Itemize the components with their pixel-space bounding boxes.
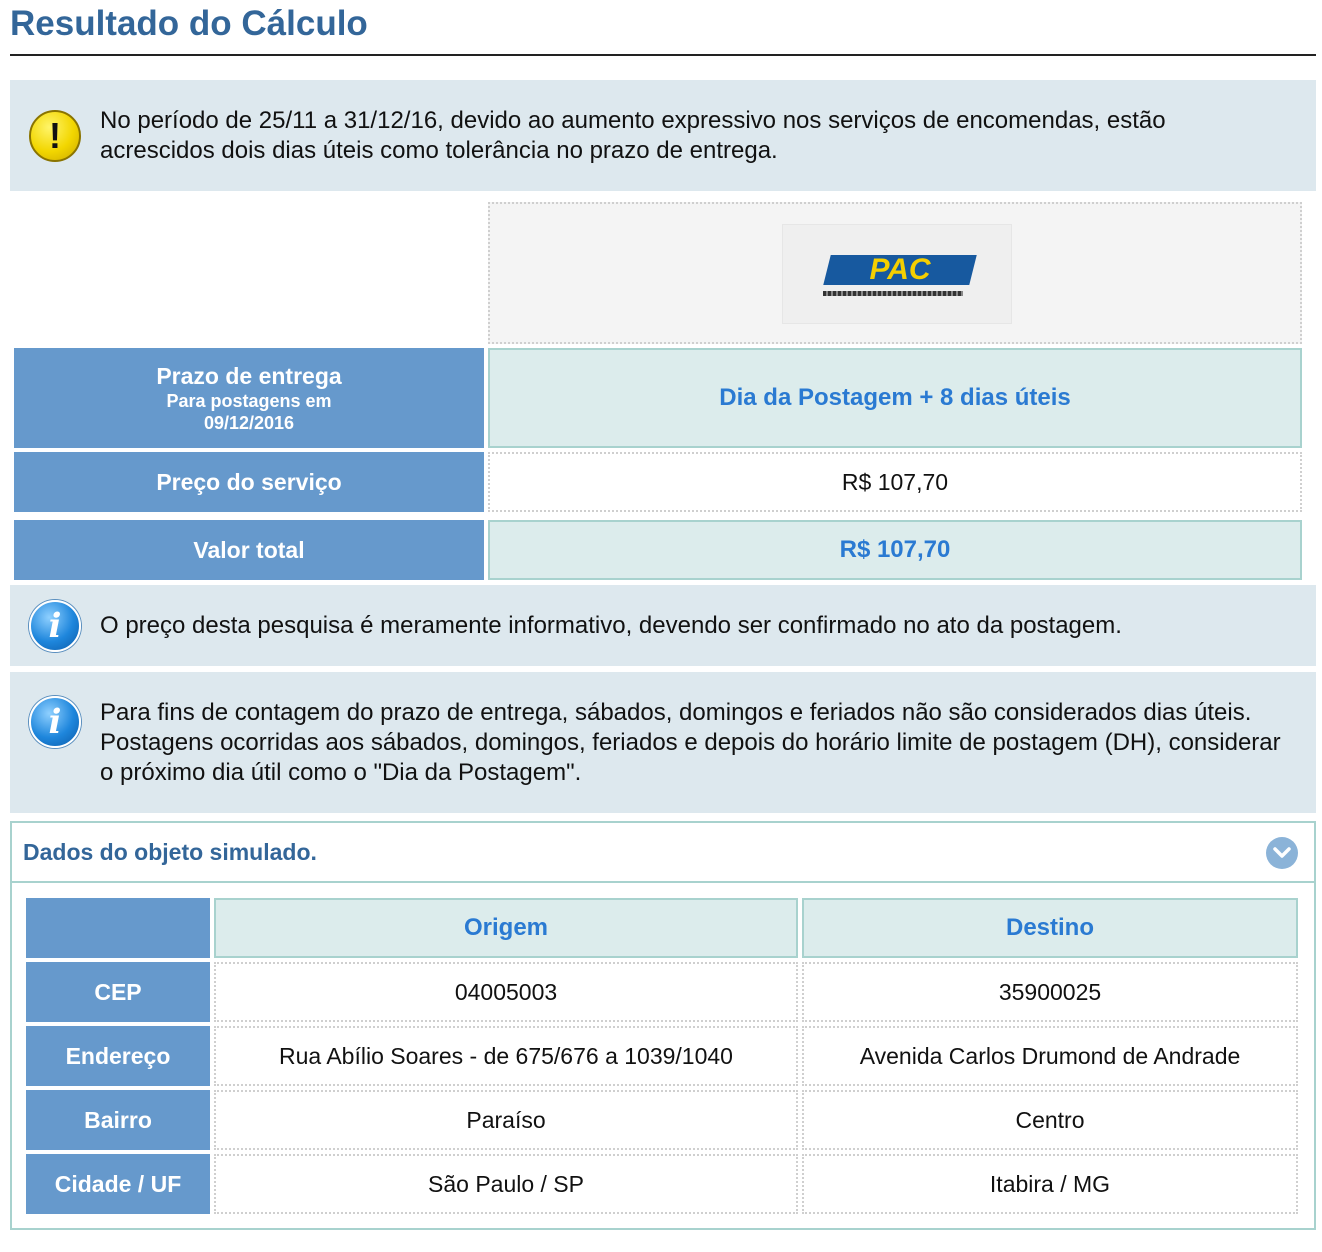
price-label: Preço do serviço [156,468,342,495]
warning-icon: ! [29,110,81,162]
pac-logo-subtext [823,291,963,296]
warning-notice [10,80,1316,191]
destination-cep: 35900025 [802,962,1298,1022]
row-label-address: Endereço [26,1026,210,1086]
row-label-district: Bairro [26,1090,210,1150]
destination-district: Centro [802,1090,1298,1150]
row-label-cep: CEP [26,962,210,1022]
pac-logo-text: PAC [869,253,931,286]
info-icon: i [29,696,81,748]
deadline-label-cell [14,348,484,448]
deadline-sublabel-1: Para postagens em [166,391,332,411]
price-label-cell [14,452,484,512]
total-label: Valor total [193,536,305,563]
simulated-object-header[interactable] [12,823,1314,883]
total-value: R$ 107,70 [488,520,1302,580]
deadline-sublabel-2: 09/12/2016 [203,413,295,433]
pac-logo [782,224,1012,324]
price-value: R$ 107,70 [488,452,1302,512]
row-label-city: Cidade / UF [26,1154,210,1214]
price-info-notice [10,585,1316,666]
info-icon: i [29,600,81,652]
destination-city: Itabira / MG [802,1154,1298,1214]
destination-address: Avenida Carlos Drumond de Andrade [802,1026,1298,1086]
service-logo-box [488,202,1302,344]
total-label-cell [14,520,484,580]
deadline-info-text: Para fins de contagem do prazo de entrega, sábados, domingos e feriados não são considerados dias úteis. Postagens ocorridas aos sábados, domingos, feriados e depois do horário limite de postagem (DH), considerar o próximo dia útil como o "Dia da Postagem". [100,699,1281,786]
price-info-text: O preço desta pesquisa é meramente informativo, devendo ser confirmado no ato da postagem. [100,611,1122,639]
origin-address: Rua Abílio Soares - de 675/676 a 1039/1040 [214,1026,798,1086]
chevron-down-icon[interactable] [1266,837,1298,869]
origin-city: São Paulo / SP [214,1154,798,1214]
warning-text: No período de 25/11 a 31/12/16, devido ao aumento expressivo nos serviços de encomendas, estão acrescidos dois dias úteis como tolerância no prazo de entrega. [100,106,1166,164]
origin-district: Paraíso [214,1090,798,1150]
simulated-object-title: Dados do objeto simulado. [23,838,317,865]
origin-cep: 04005003 [214,962,798,1022]
column-header-destination: Destino [802,898,1298,958]
column-header-origin: Origem [214,898,798,958]
deadline-info-notice [10,672,1316,813]
page-title: Resultado do Cálculo [10,4,368,43]
table-corner-cell [26,898,210,958]
deadline-value: Dia da Postagem + 8 dias úteis [488,348,1302,448]
title-divider [10,54,1316,56]
deadline-label: Prazo de entrega [156,363,342,389]
